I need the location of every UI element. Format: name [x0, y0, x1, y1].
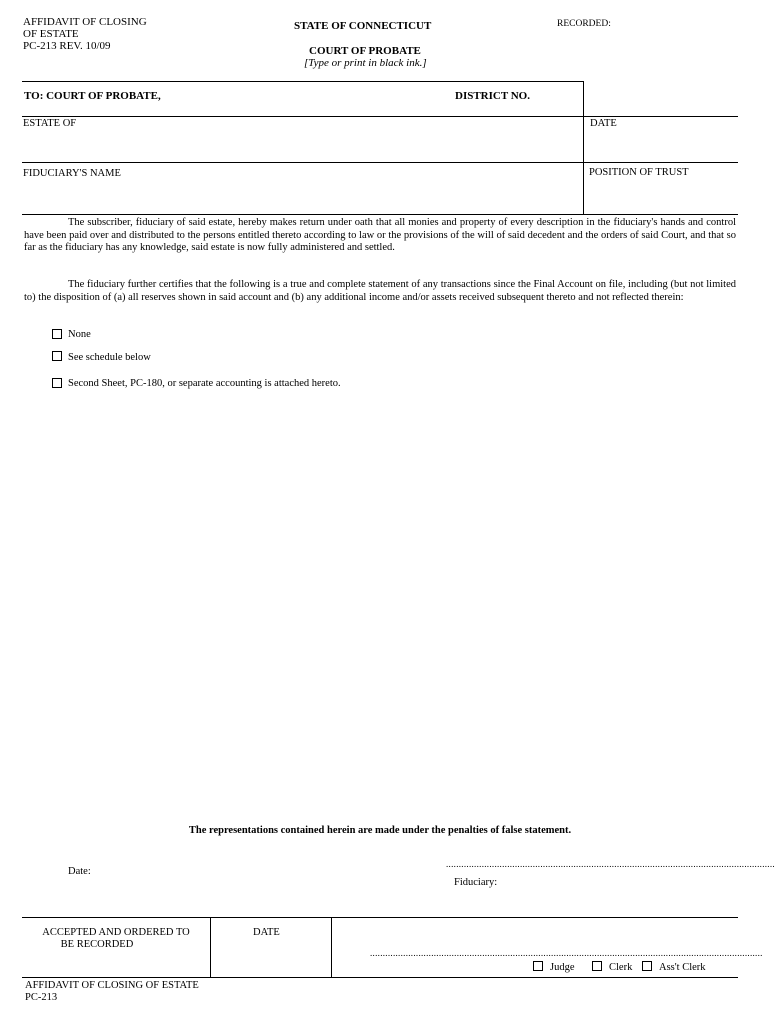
grid-vertical-divider: [583, 81, 584, 215]
clerk-label: Clerk: [609, 962, 633, 973]
bottom-form-title: AFFIDAVIT OF CLOSING OF ESTATE: [25, 980, 199, 991]
none-option-label: None: [68, 329, 91, 340]
district-no-label: DISTRICT NO.: [455, 90, 530, 102]
acceptance-date-label: DATE: [253, 927, 280, 938]
asst-clerk-label: Ass't Clerk: [659, 962, 706, 973]
court-heading: COURT OF PROBATE: [309, 45, 421, 57]
clerk-checkbox[interactable]: [592, 961, 602, 971]
fiduciary-signature-line[interactable]: .................................................................................................................................: [446, 859, 775, 869]
bottom-form-number: PC-213: [25, 992, 58, 1003]
acceptance-divider-2: [331, 917, 332, 977]
grid-line-3: [22, 214, 738, 215]
judge-checkbox[interactable]: [533, 961, 543, 971]
second-sheet-checkbox[interactable]: [52, 378, 62, 388]
state-heading: STATE OF CONNECTICUT: [294, 20, 432, 32]
judge-signature-line[interactable]: ..........................................................................................................................................................: [370, 948, 763, 958]
ink-instruction: [Type or print in black ink.]: [304, 57, 427, 69]
form-title-line2: OF ESTATE: [23, 28, 79, 40]
to-court-label: TO: COURT OF PROBATE,: [24, 90, 161, 102]
asst-clerk-checkbox[interactable]: [642, 961, 652, 971]
acceptance-bottom-line: [22, 977, 738, 978]
none-checkbox[interactable]: [52, 329, 62, 339]
see-schedule-option-label: See schedule below: [68, 352, 151, 363]
grid-line-1: [22, 116, 738, 117]
accepted-label-line2: BE RECORDED: [60, 939, 134, 950]
grid-top-line: [22, 81, 584, 82]
acceptance-divider-1: [210, 917, 211, 977]
certification-paragraph: The fiduciary further certifies that the following is a true and complete statement of any transactions since the Final Account on file, including (but not limited to) the disposition of (a) all reserves shown in said account and (b) any additional income and/or assets received subsequent thereto and not reflected therein:: [24, 279, 736, 303]
grid-line-2: [22, 162, 738, 163]
see-schedule-checkbox[interactable]: [52, 351, 62, 361]
form-number: PC-213 REV. 10/09: [23, 40, 111, 52]
date-label: DATE: [590, 118, 617, 129]
accepted-label-line1: ACCEPTED AND ORDERED TO: [42, 927, 190, 938]
estate-of-label: ESTATE OF: [23, 118, 77, 129]
acceptance-top-line: [22, 917, 738, 918]
fiduciary-signature-label: Fiduciary:: [454, 877, 498, 888]
second-sheet-option-label: Second Sheet, PC-180, or separate accounting is attached hereto.: [68, 378, 341, 389]
position-of-trust-label: POSITION OF TRUST: [589, 167, 689, 178]
signature-date-label: Date:: [68, 866, 91, 877]
fiduciary-name-label: FIDUCIARY'S NAME: [23, 168, 121, 179]
judge-label: Judge: [550, 962, 575, 973]
form-title-line1: AFFIDAVIT OF CLOSING: [23, 16, 147, 28]
oath-paragraph: The subscriber, fiduciary of said estate, hereby makes return under oath that all monies and property of every description in the fiduciary's hands and control have been paid over and distributed to the persons entitled thereto according to law or the provisions of the will of said decedent and the orders of said Court, and that so far as the fiduciary has any knowledge, said estate is now fully administered and settled.: [24, 217, 736, 253]
penalty-statement: The representations contained herein are made under the penalties of false statement.: [188, 825, 572, 836]
recorded-label: RECORDED:: [557, 19, 611, 29]
